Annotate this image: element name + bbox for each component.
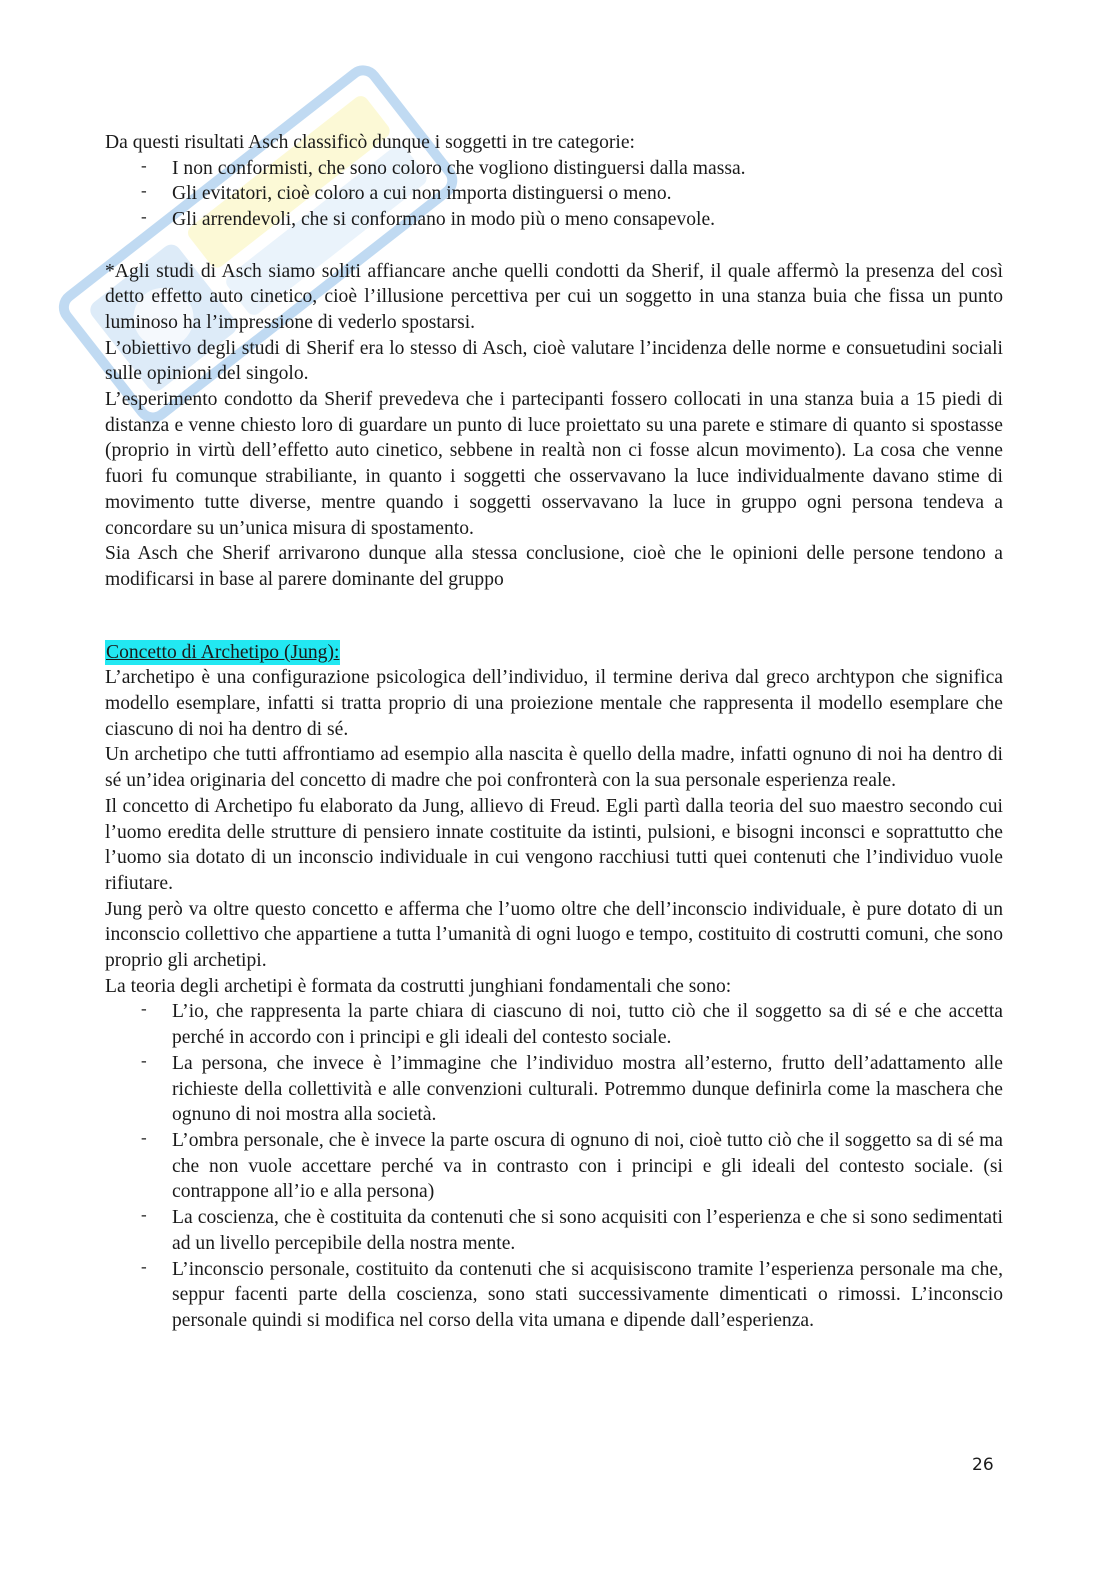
intro-text: Da questi risultati Asch classificò dunque i soggetti in tre categorie: <box>105 132 635 153</box>
list-item: - Gli evitatori, cioè coloro a cui non importa distinguersi o meno. <box>105 181 1003 207</box>
list-item: - I non conformisti, che sono coloro che vogliono distinguersi dalla massa. <box>105 156 1003 182</box>
paragraph: Sia Asch che Sherif arrivarono dunque alla stessa conclusione, cioè che le opinioni delle persone tendono a modificarsi in base al parere dominante del gruppo <box>105 543 1003 590</box>
paragraph: Jung però va oltre questo concetto e afferma che l’uomo oltre che dell’inconscio individuale, è pure dotato di un inconscio collettivo che appartiene a tutta l’umanità di ogni luogo e tempo, costituito di costrutti comuni, che sono proprio gli archetipi. <box>105 898 1003 972</box>
paragraph: Il concetto di Archetipo fu elaborato da Jung, allievo di Freud. Egli partì dalla teoria del suo maestro secondo cui l’uomo eredita delle strutture di pensiero innate costituite da istinti, pulsioni, e bisogni inconsci e soprattutto che l’uomo sia dotato di un inconscio individuale in cui vengono racchiusi tutti quei contenuti che l’individuo vuole rifiutare. <box>105 795 1003 894</box>
document-page <box>105 130 1003 1334</box>
list-item: - La persona, che invece è l’immagine che l’individuo mostra all’esterno, frutto dell’adattamento alle richieste della collettività e alle convenzioni culturali. Potremmo dunque definirla come la maschera che ognuno di noi mostra alla società. <box>105 1051 1003 1128</box>
section-heading: Concetto di Archetipo (Jung): <box>105 640 340 666</box>
list-item: - L’ombra personale, che è invece la parte oscura di ognuno di noi, cioè tutto ciò che il soggetto sa di sé ma che non vuole accettare perché va in contrasto con i principi e gli ideali del contesto sociale. (si contrappone all’io e alla persona) <box>105 1128 1003 1205</box>
paragraph: L’archetipo è una configurazione psicologica dell’individuo, il termine deriva dal greco archtypon che significa modello esemplare, infatti si tratta proprio di una proiezione mentale che rappresenta il modello esemplare che ciascuno di noi ha dentro di sé. <box>105 667 1003 740</box>
page-number: 26 <box>972 1455 994 1475</box>
paragraph: Un archetipo che tutti affrontiamo ad esempio alla nascita è quello della madre, infatti ognuno di noi ha dentro di sé un’idea originaria del concetto di madre che poi confronterà con la sua personale esperienza reale. <box>105 744 1003 792</box>
list-item: - L’io, che rappresenta la parte chiara di ciascuno di noi, tutto ciò che il soggetto sa di sé e che accetta perché in accordo con i principi e gli ideali del contesto sociale. <box>105 999 1003 1050</box>
paragraph: *Agli studi di Asch siamo soliti affiancare anche quelli condotti da Sherif, il quale affermò la presenza del così detto effetto auto cinetico, cioè l’illusione percettiva per cui un soggetto in una stanza buia che fissa un punto luminoso ha l’impressione di vederlo spostarsi. <box>105 260 1003 333</box>
constructs-list <box>105 999 1003 1333</box>
category-list <box>105 156 1003 233</box>
list-item: - Gli arrendevoli, che si conformano in modo più o meno consapevole. <box>105 207 1003 233</box>
list-item: - La coscienza, che è costituita da contenuti che si sono acquisiti con l’esperienza e che si sono sedimentati ad un livello percepibile della nostra mente. <box>105 1205 1003 1256</box>
list-item: - L’inconscio personale, costituito da contenuti che si acquisiscono tramite l’esperienza personale ma che, seppur facenti parte della coscienza, sono stati successivamente dimenticati o rimossi. L’inconscio personale quindi si modifica nel corso della vita umana e dipende dall’esperienza. <box>105 1257 1003 1334</box>
paragraph: La teoria degli archetipi è formata da costrutti junghiani fondamentali che sono: <box>105 975 732 997</box>
paragraph: L’obiettivo degli studi di Sherif era lo stesso di Asch, cioè valutare l’incidenza delle norme e consuetudini sociali sulle opinioni del singolo. <box>105 337 1003 385</box>
paragraph: L’esperimento condotto da Sherif prevedeva che i partecipanti fossero collocati in una stanza buia a 15 piedi di distanza e venne chiesto loro di guardare un punto di luce proiettato su una parete e stimare di quanto si spostasse (proprio in virtù dell’effetto auto cinetico, sebbene in realtà non ci fosse alcun movimento). La cosa che venne fuori fu comunque strabiliante, in quanto i soggetti che osservavano la luce individualmente davano stime di movimento tutte diverse, mentre quando i soggetti osservavano la luce in gruppo ogni persona tendeva a concordare su un’unica misura di spostamento. <box>105 389 1003 539</box>
